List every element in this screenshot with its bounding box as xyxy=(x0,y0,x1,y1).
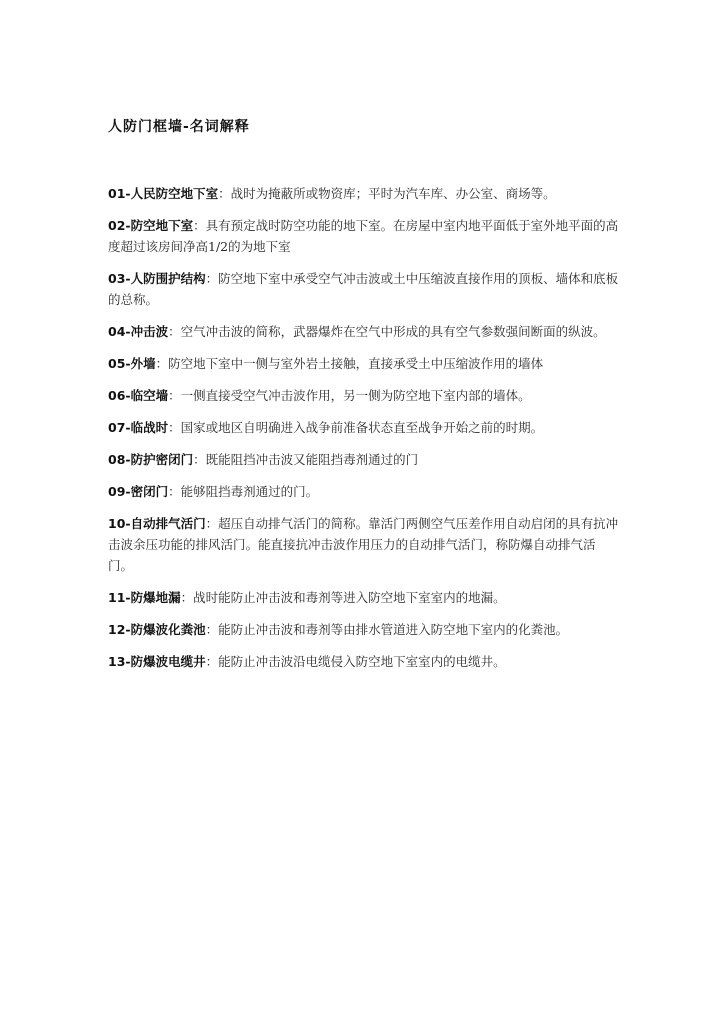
term-item xyxy=(108,183,620,204)
term-item xyxy=(108,268,620,310)
term-separator: ： xyxy=(193,218,206,233)
term-separator: ： xyxy=(218,186,231,201)
term-definition: 一侧直接受空气冲击波作用，另一侧为防空地下室内部的墙体。 xyxy=(180,388,531,403)
term-separator: ： xyxy=(168,388,181,403)
term-name: 11-防爆地漏 xyxy=(108,590,181,605)
term-definition: 战时能防止冲击波和毒剂等进入防空地下室室内的地漏。 xyxy=(193,590,506,605)
term-definition: 能防止冲击波和毒剂等由排水管道进入防空地下室内的化粪池。 xyxy=(218,622,569,637)
term-name: 02-防空地下室 xyxy=(108,218,194,233)
term-definition: 超压自动排气活门的简称。靠活门两侧空气压差作用自动启闭的具有抗冲击波余压功能的排风活门。能直接抗冲击波作用压力的自动排气活门，称防爆自动排气活门。 xyxy=(108,516,619,573)
term-definition: 空气冲击波的简称，武器爆炸在空气中形成的具有空气参数强间断面的纵波。 xyxy=(180,324,606,339)
term-name: 12-防爆波化粪池 xyxy=(108,622,206,637)
term-name: 13-防爆波电缆井 xyxy=(108,654,206,669)
term-list xyxy=(108,183,620,683)
term-definition: 防空地下室中承受空气冲击波或土中压缩波直接作用的顶板、墙体和底板的总称。 xyxy=(108,271,619,307)
term-definition: 能够阻挡毒剂通过的门。 xyxy=(180,484,319,499)
term-name: 10-自动排气活门 xyxy=(108,516,206,531)
term-separator: ： xyxy=(205,271,219,286)
term-name: 06-临空墙 xyxy=(108,388,169,403)
term-item xyxy=(108,449,620,470)
term-definition: 能防止冲击波沿电缆侵入防空地下室室内的电缆井。 xyxy=(218,654,506,669)
term-separator: ： xyxy=(205,516,219,531)
term-definition: 防空地下室中一侧与室外岩土接触，直接承受土中压缩波作用的墙体 xyxy=(168,356,544,371)
term-name: 04-冲击波 xyxy=(108,324,169,339)
term-name: 01-人民防空地下室 xyxy=(108,186,219,201)
term-name: 09-密闭门 xyxy=(108,484,169,499)
term-definition: 既能阻挡冲击波又能阻挡毒剂通过的门 xyxy=(205,452,419,467)
term-separator: ： xyxy=(193,452,206,467)
term-item xyxy=(108,513,620,576)
term-definition: 战时为掩蔽所或物资库；平时为汽车库、办公室、商场等。 xyxy=(230,186,556,201)
term-name: 08-防护密闭门 xyxy=(108,452,194,467)
term-item xyxy=(108,587,620,608)
term-separator: ： xyxy=(205,622,219,637)
term-separator: ： xyxy=(155,356,169,371)
term-separator: ： xyxy=(168,484,181,499)
term-name: 07-临战时 xyxy=(108,420,169,435)
term-separator: ： xyxy=(168,324,181,339)
term-name: 05-外墙 xyxy=(108,356,156,371)
term-item xyxy=(108,481,620,502)
term-item xyxy=(108,353,620,374)
term-item xyxy=(108,215,620,257)
term-item xyxy=(108,417,620,438)
page-title: 人防门框墙-名词解释 xyxy=(108,119,250,135)
term-definition: 国家或地区自明确进入战争前准备状态直至战争开始之前的时期。 xyxy=(180,420,544,435)
term-item xyxy=(108,619,620,640)
term-separator: ： xyxy=(180,590,194,605)
term-separator: ： xyxy=(205,654,219,669)
term-separator: ： xyxy=(168,420,181,435)
term-item xyxy=(108,385,620,406)
term-definition: 具有预定战时防空功能的地下室。在房屋中室内地平面低于室外地平面的高度超过该房间净高1/2的为地下室 xyxy=(108,218,619,254)
term-item xyxy=(108,651,620,672)
term-item xyxy=(108,321,620,342)
term-name: 03-人防围护结构 xyxy=(108,271,206,286)
